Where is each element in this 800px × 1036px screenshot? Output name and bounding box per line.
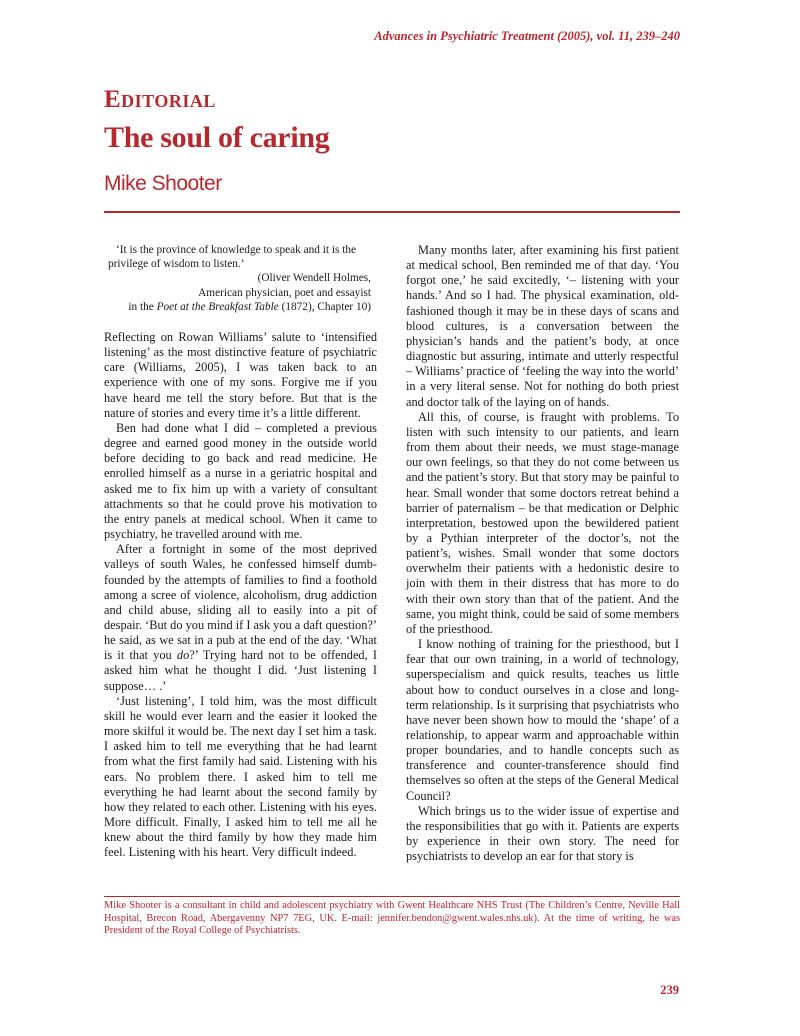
- epigraph-quote: ‘It is the province of knowledge to speak and it is the privilege of wisdom to listen.’: [108, 244, 356, 271]
- body-paragraph: ‘Just listening’, I told him, was the most difficult skill he would ever learn and the easier it looked the more skilful it would be. The next day I set him a task. I asked him to tell me everything that he had learnt from what the first family had said. Listening with his ears. No problem there. I asked him to tell me everything he had learnt about the second family by how they related to each other. Listening with his eyes. More difficult. Finally, I asked him to tell me all he knew about the third family by how they made him feel. Listening with his heart. Very difficult indeed.: [104, 693, 377, 860]
- header-rule: [104, 211, 680, 213]
- article-author: Mike Shooter: [104, 172, 222, 195]
- article-title: The soul of caring: [104, 121, 330, 154]
- footnote-postcode: NP7 7EG: [269, 912, 313, 924]
- epigraph-attribution-line-1: (Oliver Wendell Holmes,: [257, 272, 371, 285]
- epigraph-attribution-line-2: American physician, poet and essayist: [198, 286, 371, 299]
- body-paragraph: All this, of course, is fraught with problems. To listen with such intensity to our patients, and learn from them about their needs, we must stage-manage our own feelings, so that they do not come between us and the patient’s story. But that story may be painful to hear. Small wonder that some doctors retreat behind a barrier of paternalism – be that medication or Delphic interpretation, bestowed upon the bewildered patient by a Pythian interpreter of the doctor’s, not the patient’s, wishes. Small wonder that some doctors overwhelm their patients with a hedonistic desire to join with them in their distress that has more to do with their own story than that of the patient. And the same, you might think, could be said of some members of the priesthood.: [406, 409, 679, 636]
- epigraph: [108, 243, 371, 314]
- page-number: 239: [660, 983, 679, 997]
- paragraph-text: ?’ Trying hard not to be offended, I asked him what he thought I did. ‘Just listening I suppose… .’: [104, 648, 377, 693]
- footnote-text: , UK. E-mail:: [312, 912, 378, 924]
- body-paragraph: [104, 542, 377, 694]
- body-paragraph: Ben had done what I did – completed a previous degree and earned good money in the outside world before deciding to go back and read medicine. He enrolled himself as a nurse in a geriatric hospital and asked me to fix him up with a variety of consultant attachments so that he could prove his motivation to the entry panels at medical school. When it came to psychiatry, he travelled around with me.: [104, 420, 377, 542]
- body-paragraph: Reflecting on Rowan Williams’ salute to ‘intensified listening’ as the most distinctive feature of psychiatric care (Williams, 2005), I was taken back to an experience with one of my sons. Forgive me if you have heard me tell the story before. But that is the nature of stories and every time it’s a little different.: [104, 330, 377, 420]
- footnote-rule: [104, 896, 680, 897]
- emphasis-text: do: [176, 648, 190, 663]
- paragraph-text: After a fortnight in some of the most deprived valleys of south Wales, he confessed himself dumb-founded by the attempts of families to find a foothold among a scree of violence, alcoholism, drug addiction and child abuse, sliding all to easily into a pit of despair. ‘But do you mind if I ask you a daft question?’ he said, as we sat in a pub at the end of the day. ‘What is it that you: [104, 542, 377, 663]
- epigraph-work-title: Poet at the Breakfast Table: [156, 300, 279, 313]
- epigraph-attribution-line-3: [108, 300, 371, 314]
- author-footnote: [104, 900, 680, 938]
- footnote-email-link[interactable]: jennifer.bendon@gwent.wales.nhs.uk: [377, 912, 534, 924]
- body-column-left: [104, 330, 377, 860]
- section-label: Editorial: [104, 86, 216, 113]
- body-paragraph: I know nothing of training for the priesthood, but I fear that our own training, in a world of technology, superspecialism and quick results, teaches us little about how to conduct ourselves in a close and long-term relationship. Is it surprising that psychiatrists who have never been shown how to mould the ‘shape’ of a relationship, to appear warm and approachable within proper boundaries, and to handle concepts such as transference and counter-transference should find themselves so often at the steps of the General Medical Council?: [406, 637, 679, 803]
- epigraph-attr-suffix: (1872), Chapter 10): [278, 300, 371, 313]
- footnote-text: ). At the time of writing, he was President of the Royal College of Psychiatrists.: [104, 912, 680, 937]
- body-paragraph: Which brings us to the wider issue of expertise and the responsibilities that go with it. Patients are experts by experience in their own story. The need for psychiatrists to develop an ear for that story is: [406, 803, 679, 864]
- body-column-right: [406, 243, 679, 864]
- footnote-text: Mike Shooter is a consultant in child and adolescent psychiatry with Gwent Healthcare NHS Trust (The Children’s Centre, Neville Hall Hospital, Brecon Road, Abergavenny: [104, 900, 680, 924]
- journal-citation: Advances in Psychiatric Treatment (2005), vol. 11, 239–240: [374, 29, 680, 43]
- body-paragraph: Many months later, after examining his first patient at medical school, Ben reminded me of that day. ‘You forgot one,’ he said excitedly, ‘– listening with your hands.’ And so I had. The physical examination, old-fashioned though it may be in these days of scans and blood cultures, is a conversation between the physician’s hands and the patient’s body, at once diagnostic but assuring, intimate and utterly respectful – Williams’ practice of ‘feeling the way into the world’ in a very literal sense. Not for nothing do both priest and doctor talk of the laying on of hands.: [406, 243, 679, 409]
- epigraph-attr-prefix: in the: [128, 300, 157, 313]
